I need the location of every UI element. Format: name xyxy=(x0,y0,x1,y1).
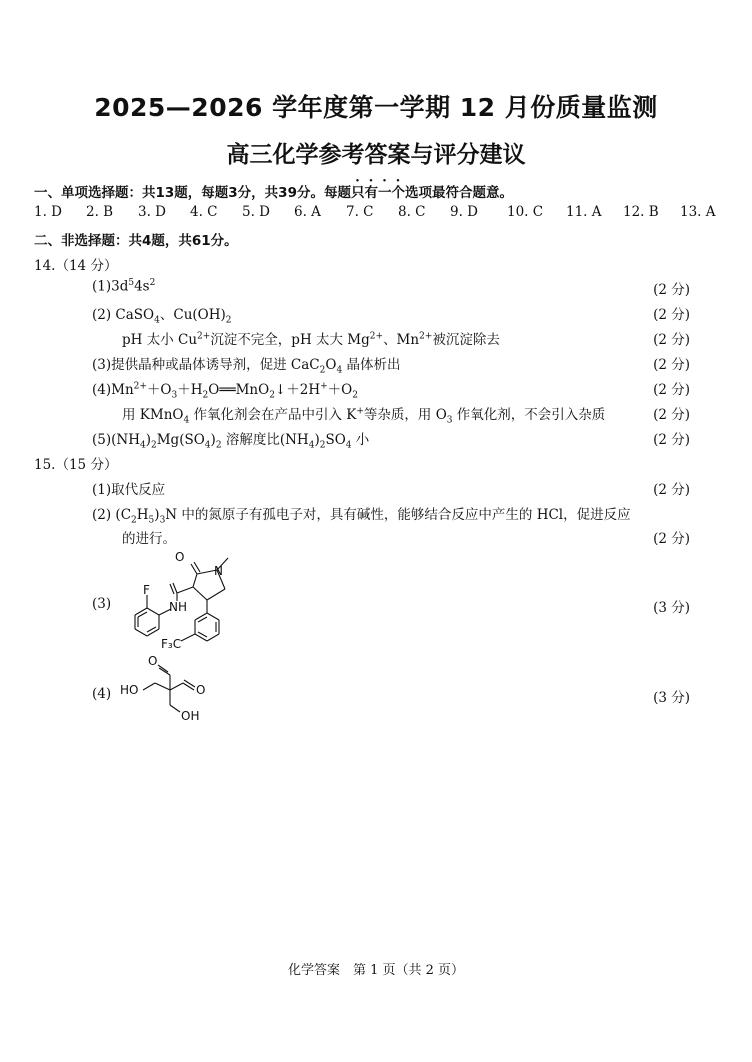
q14-part2b-score: (2 分) xyxy=(653,332,690,348)
page-title: 2025—2026 学年度第一学期 12 月份质量监测 xyxy=(94,93,658,122)
q15-part3-atom-CF3: F₃C xyxy=(161,637,182,651)
q14-part4-explanation: 用 KMnO$_4$ 作氧化剂会在产品中引入 K+等杂质，用 $O_3$ 作氧化剂，不会引入杂质 xyxy=(122,406,606,426)
answer-13: 13. A xyxy=(680,204,716,220)
q15-part2-score: (2 分) xyxy=(653,531,690,547)
answer-10: 10. C xyxy=(507,204,544,220)
answer-6: 6. A xyxy=(294,204,321,220)
answer-12: 12. B xyxy=(623,204,659,220)
q15-part4-atom-O2: O xyxy=(196,683,206,697)
q14-part3-score: (2 分) xyxy=(653,357,690,373)
q15-part2-line2: 的进行。 xyxy=(122,531,176,547)
answer-5: 5. D xyxy=(242,204,270,220)
answer-4: 4. C xyxy=(190,204,218,220)
q15-part1: (1)取代反应 xyxy=(92,482,166,498)
answer-11: 11. A xyxy=(566,204,602,220)
q15-part3-structure xyxy=(115,545,250,660)
q15-part3-label: (3) xyxy=(92,596,112,612)
answer-2: 2. B xyxy=(86,204,114,220)
q14-part4b-score: (2 分) xyxy=(653,407,690,423)
q15-part4-atom-O1: O xyxy=(148,654,158,668)
answer-3: 3. D xyxy=(138,204,166,220)
answer-9: 9. D xyxy=(450,204,478,220)
q14-part5-score: (2 分) xyxy=(653,432,690,448)
q15-part3-score: (3 分) xyxy=(653,600,690,616)
answer-1: 1. D xyxy=(34,204,62,220)
q14-part5: $(5)(NH_4)_2Mg(SO_4)_2$ 溶解度比$(NH_4)_2SO_4$ 小 xyxy=(92,432,370,451)
q14-part1: $(1)3d^54s^2$ xyxy=(92,278,156,295)
q15-part4-structure xyxy=(115,652,225,727)
page-subtitle: 高三化学参考答案与评分建议 xyxy=(226,142,526,168)
q15-part4-atom-OH: OH xyxy=(181,709,200,723)
q14-part4-equation: $(4)Mn^{2+}+O_3+H_2O══MnO_2↓+2H^++O_2$ xyxy=(92,381,358,401)
q15-part3-atom-F: F xyxy=(143,583,150,597)
q15-part4-label: (4) xyxy=(92,686,112,702)
q15-part4-atom-HO: HO xyxy=(120,683,139,697)
q14-part2-explanation: pH 太小 $Cu^{2+}$沉淀不完全，pH 太大 $Mg^{2+}$、$Mn^{2+}$被沉淀除去 xyxy=(122,331,500,348)
q14-part4-score: (2 分) xyxy=(653,382,690,398)
q14-part3: (3)提供晶种或晶体诱导剂，促进 $CaC_2O_4$ 晶体析出 xyxy=(92,357,401,376)
answer-7: 7. C xyxy=(346,204,374,220)
q15-part3-atom-O: O xyxy=(175,550,185,564)
q14-part1-score: (2 分) xyxy=(653,282,690,298)
q15-part3-atom-N: N xyxy=(214,564,223,578)
section1-heading: 一、单项选择题：共13题，每题3分，共39分。每题只有一个选项最符合题意。 xyxy=(34,185,513,201)
q15-part3-atom-NH: NH xyxy=(169,600,187,614)
q14-part2: (2) CaSO$_4$、$Cu(OH)_2$ xyxy=(92,307,232,326)
section2-heading: 二、非选择题：共4题，共61分。 xyxy=(34,233,238,249)
q15-heading: 15.（15 分） xyxy=(34,457,118,473)
page-footer: 化学答案 第 1 页（共 2 页） xyxy=(287,963,465,978)
q15-part4-score: (3 分) xyxy=(653,690,690,706)
q14-part2-score: (2 分) xyxy=(653,307,690,323)
answer-8: 8. C xyxy=(398,204,426,220)
q14-heading: 14.（14 分） xyxy=(34,258,118,274)
q15-part1-score: (2 分) xyxy=(653,482,690,498)
q15-part2: (2) $(C_2H_5)_3N$ 中的氮原子有孤电子对，具有碱性，能够结合反应中产生的 HCl，促进反应 xyxy=(92,507,631,526)
